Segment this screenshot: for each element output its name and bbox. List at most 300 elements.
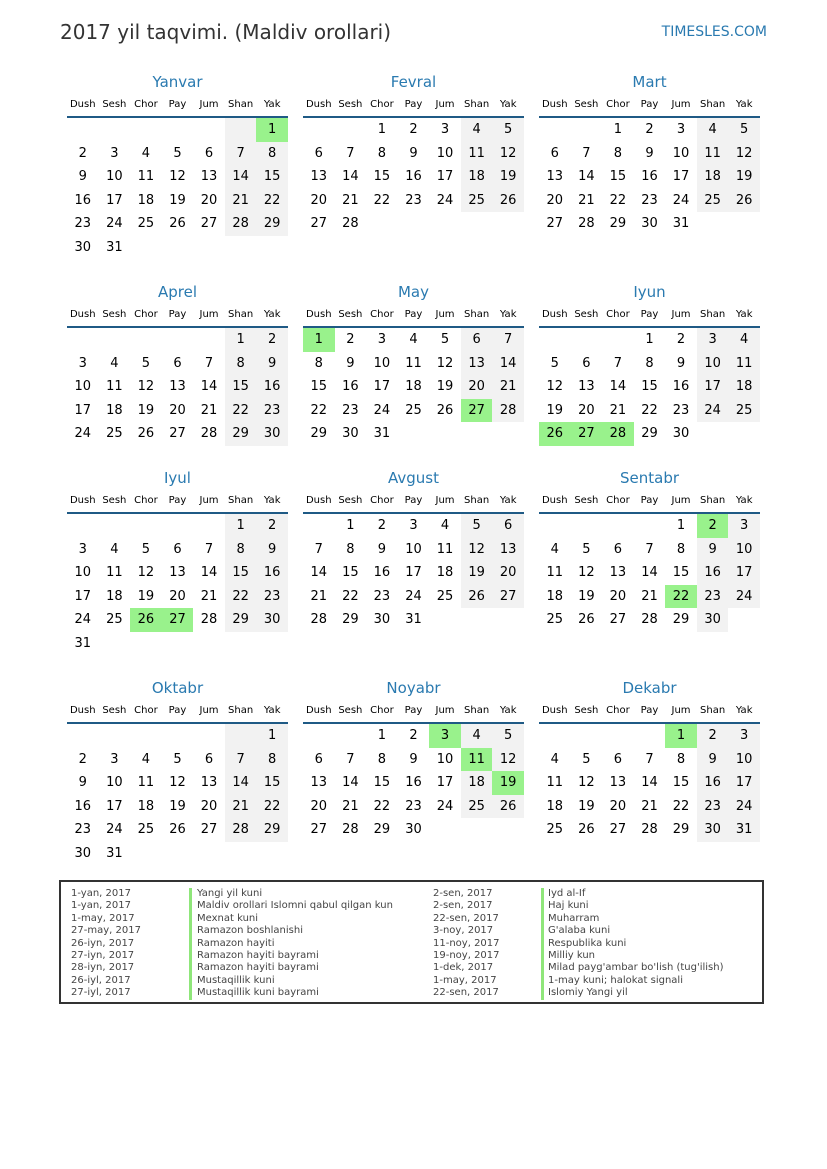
day-cell: 27 bbox=[310, 822, 328, 838]
day-cell: 4 bbox=[550, 541, 559, 557]
day-cell: 1 bbox=[676, 518, 686, 534]
weekday-label: Chor bbox=[134, 704, 158, 716]
day-cell: 11 bbox=[405, 355, 422, 371]
day-cell: 5 bbox=[582, 751, 591, 767]
day-cell: 19 bbox=[728, 165, 760, 189]
day-cell: 8 bbox=[676, 541, 686, 557]
holiday-dates-right bbox=[433, 888, 500, 1000]
day-cell: 31 bbox=[405, 612, 422, 628]
weekday-label: Dush bbox=[69, 98, 96, 110]
day-cell: 20 bbox=[169, 588, 186, 604]
day-cell: 27 bbox=[609, 822, 627, 838]
empty-cell bbox=[492, 818, 524, 842]
empty-cell bbox=[193, 632, 225, 656]
day-cell: 24 bbox=[405, 588, 422, 604]
day-cell: 30 bbox=[256, 422, 288, 446]
empty-cell bbox=[303, 118, 335, 142]
day-cell: 19 bbox=[492, 165, 524, 189]
month-name: Dekabr bbox=[622, 679, 677, 697]
day-cell: 16 bbox=[697, 561, 729, 585]
weekday-label: Jum bbox=[671, 308, 691, 320]
day-cell: 21 bbox=[310, 588, 328, 604]
day-cell: 8 bbox=[225, 352, 257, 376]
weekday-header bbox=[303, 698, 524, 724]
day-cell: 31 bbox=[74, 635, 92, 651]
day-cell: 10 bbox=[672, 145, 690, 161]
empty-cell bbox=[256, 236, 288, 260]
day-cell: 17 bbox=[728, 771, 760, 795]
day-cell: 29 bbox=[609, 216, 627, 232]
day-cell: 15 bbox=[225, 375, 257, 399]
day-cell: 10 bbox=[436, 145, 454, 161]
month-sentabr bbox=[539, 468, 760, 632]
month-name: Sentabr bbox=[619, 469, 680, 487]
day-cell: 21 bbox=[342, 192, 359, 208]
day-cell: 31 bbox=[728, 818, 760, 842]
site-link[interactable]: TIMESLES.COM bbox=[661, 24, 767, 40]
day-cell: 9 bbox=[409, 751, 418, 767]
weekday-label: Dush bbox=[541, 494, 568, 506]
day-cell: 9 bbox=[676, 355, 686, 371]
weekday-label: Shan bbox=[464, 494, 490, 506]
empty-cell bbox=[634, 724, 666, 748]
day-cell: 19 bbox=[169, 798, 186, 814]
day-cell: 6 bbox=[582, 355, 591, 371]
day-cell: 23 bbox=[697, 795, 729, 819]
day-cell: 15 bbox=[310, 379, 328, 395]
day-cell: 16 bbox=[405, 775, 422, 791]
day-cell: 14 bbox=[200, 379, 218, 395]
day-cell: 18 bbox=[461, 771, 493, 795]
day-cell: 8 bbox=[676, 751, 686, 767]
day-cell: 14 bbox=[578, 169, 595, 185]
day-cell: 16 bbox=[405, 169, 422, 185]
day-cell: 7 bbox=[613, 355, 623, 371]
day-cell: 21 bbox=[200, 402, 218, 418]
day-cell: 25 bbox=[546, 612, 564, 628]
day-cell: 16 bbox=[641, 169, 658, 185]
weekday-label: Shan bbox=[464, 704, 490, 716]
empty-cell bbox=[728, 212, 760, 236]
month-name: Iyun bbox=[633, 283, 666, 301]
day-cell: 5 bbox=[461, 514, 493, 538]
holiday-date: 27-iyn, 2017 bbox=[71, 949, 135, 961]
empty-cell bbox=[225, 632, 257, 656]
day-cell: 22 bbox=[225, 399, 257, 423]
weekday-label: Sesh bbox=[338, 308, 363, 320]
day-cell: 19 bbox=[492, 771, 524, 795]
day-cell: 30 bbox=[672, 426, 690, 442]
day-cell: 27 bbox=[200, 822, 218, 838]
day-cell: 1 bbox=[377, 728, 387, 744]
day-cell: 25 bbox=[436, 588, 454, 604]
month-name: Avgust bbox=[388, 469, 439, 487]
day-cell: 18 bbox=[137, 798, 155, 814]
day-cell: 20 bbox=[310, 192, 328, 208]
day-cell: 19 bbox=[578, 588, 595, 604]
day-cell: 5 bbox=[582, 541, 591, 557]
day-cell: 11 bbox=[461, 142, 493, 166]
empty-cell bbox=[303, 514, 335, 538]
empty-cell bbox=[429, 608, 461, 632]
day-cell: 7 bbox=[204, 541, 214, 557]
holiday-date: 1-yan, 2017 bbox=[71, 888, 131, 899]
weekday-label: Sesh bbox=[574, 704, 599, 716]
day-cell: 25 bbox=[106, 426, 123, 442]
day-cell: 24 bbox=[697, 399, 729, 423]
weekday-label: Chor bbox=[370, 494, 394, 506]
day-cell: 10 bbox=[728, 748, 760, 772]
empty-cell bbox=[539, 724, 571, 748]
day-cell: 28 bbox=[602, 422, 634, 446]
weekday-label: Pay bbox=[168, 494, 187, 506]
day-cell: 27 bbox=[310, 216, 328, 232]
weekday-header bbox=[539, 302, 760, 328]
day-cell: 16 bbox=[672, 379, 690, 395]
day-cell: 17 bbox=[106, 798, 123, 814]
weekday-label: Sesh bbox=[102, 704, 127, 716]
day-cell: 10 bbox=[373, 355, 391, 371]
day-grid bbox=[303, 514, 524, 632]
day-cell: 2 bbox=[256, 328, 288, 352]
day-cell: 2 bbox=[697, 514, 729, 538]
day-cell: 30 bbox=[342, 426, 359, 442]
empty-cell bbox=[429, 422, 461, 446]
weekday-label: Jum bbox=[671, 494, 691, 506]
holiday-name: Yangi yil kuni bbox=[197, 888, 263, 899]
weekday-header bbox=[539, 698, 760, 724]
day-cell: 31 bbox=[106, 239, 123, 255]
day-grid bbox=[539, 328, 760, 446]
month-avgust bbox=[303, 468, 524, 632]
day-cell: 14 bbox=[609, 379, 627, 395]
day-grid bbox=[303, 328, 524, 446]
weekday-label: Chor bbox=[370, 704, 394, 716]
day-cell: 29 bbox=[225, 608, 257, 632]
day-cell: 26 bbox=[578, 612, 595, 628]
day-cell: 15 bbox=[373, 775, 391, 791]
day-cell: 25 bbox=[461, 189, 493, 213]
weekday-label: Pay bbox=[404, 308, 423, 320]
day-cell: 15 bbox=[256, 771, 288, 795]
holiday-name: Milliy kun bbox=[548, 949, 595, 961]
weekday-label: Shan bbox=[700, 704, 726, 716]
day-cell: 6 bbox=[204, 751, 214, 767]
empty-cell bbox=[634, 514, 666, 538]
holiday-name: Mustaqillik kuni bayrami bbox=[197, 987, 319, 999]
day-cell: 15 bbox=[672, 565, 690, 581]
day-cell: 4 bbox=[141, 751, 151, 767]
page-title: 2017 yil taqvimi. (Maldiv orollari) bbox=[60, 20, 392, 44]
empty-cell bbox=[130, 724, 162, 748]
day-cell: 11 bbox=[106, 565, 123, 581]
weekday-label: Pay bbox=[640, 704, 659, 716]
empty-cell bbox=[461, 818, 493, 842]
day-cell: 6 bbox=[492, 514, 524, 538]
day-cell: 4 bbox=[461, 724, 493, 748]
day-cell: 5 bbox=[492, 724, 524, 748]
day-cell: 8 bbox=[377, 751, 387, 767]
day-cell: 25 bbox=[405, 402, 422, 418]
day-cell: 4 bbox=[440, 518, 450, 534]
day-cell: 23 bbox=[256, 585, 288, 609]
day-cell: 6 bbox=[173, 355, 182, 371]
empty-cell bbox=[162, 118, 194, 142]
weekday-label: Yak bbox=[735, 308, 753, 320]
day-cell: 10 bbox=[106, 169, 123, 185]
day-cell: 28 bbox=[641, 822, 658, 838]
day-cell: 1 bbox=[256, 118, 288, 142]
day-grid bbox=[539, 118, 760, 236]
day-cell: 23 bbox=[405, 192, 422, 208]
day-cell: 30 bbox=[697, 608, 729, 632]
holiday-names-left bbox=[197, 888, 393, 1000]
day-cell: 26 bbox=[137, 426, 155, 442]
weekday-header bbox=[539, 488, 760, 514]
day-cell: 17 bbox=[436, 775, 454, 791]
day-cell: 30 bbox=[256, 608, 288, 632]
empty-cell bbox=[429, 818, 461, 842]
empty-cell bbox=[99, 514, 131, 538]
empty-cell bbox=[539, 328, 571, 352]
day-cell: 26 bbox=[539, 422, 571, 446]
weekday-label: Shan bbox=[464, 308, 490, 320]
day-cell: 29 bbox=[672, 822, 690, 838]
weekday-label: Shan bbox=[228, 704, 254, 716]
day-cell: 11 bbox=[728, 352, 760, 376]
day-cell: 16 bbox=[74, 192, 92, 208]
day-cell: 24 bbox=[672, 192, 690, 208]
day-cell: 1 bbox=[225, 328, 257, 352]
weekday-label: Pay bbox=[404, 98, 423, 110]
weekday-label: Chor bbox=[134, 494, 158, 506]
day-cell: 21 bbox=[200, 588, 218, 604]
weekday-label: Jum bbox=[199, 308, 219, 320]
day-cell: 25 bbox=[137, 216, 155, 232]
empty-cell bbox=[162, 724, 194, 748]
day-cell: 31 bbox=[106, 845, 123, 861]
day-cell: 1 bbox=[303, 328, 335, 352]
day-cell: 9 bbox=[78, 169, 87, 185]
day-cell: 18 bbox=[405, 379, 422, 395]
day-cell: 3 bbox=[110, 751, 119, 767]
day-cell: 24 bbox=[106, 822, 123, 838]
day-cell: 22 bbox=[373, 798, 391, 814]
day-cell: 5 bbox=[173, 145, 182, 161]
empty-cell bbox=[225, 724, 257, 748]
empty-cell bbox=[539, 118, 571, 142]
day-cell: 21 bbox=[578, 192, 595, 208]
day-cell: 26 bbox=[492, 189, 524, 213]
day-cell: 9 bbox=[256, 352, 288, 376]
day-cell: 23 bbox=[641, 192, 658, 208]
day-cell: 15 bbox=[609, 169, 627, 185]
empty-cell bbox=[130, 328, 162, 352]
day-cell: 17 bbox=[74, 588, 92, 604]
day-cell: 11 bbox=[106, 379, 123, 395]
empty-cell bbox=[539, 514, 571, 538]
empty-cell bbox=[492, 212, 524, 236]
day-cell: 8 bbox=[256, 748, 288, 772]
day-cell: 6 bbox=[613, 541, 623, 557]
day-cell: 3 bbox=[697, 328, 729, 352]
empty-cell bbox=[398, 212, 430, 236]
holiday-date: 11-noy, 2017 bbox=[433, 937, 500, 949]
day-cell: 23 bbox=[672, 402, 690, 418]
day-cell: 11 bbox=[546, 565, 564, 581]
day-cell: 1 bbox=[377, 122, 387, 138]
weekday-label: Shan bbox=[228, 308, 254, 320]
weekday-label: Dush bbox=[541, 704, 568, 716]
day-cell: 15 bbox=[641, 379, 658, 395]
day-cell: 4 bbox=[461, 118, 493, 142]
day-cell: 3 bbox=[429, 724, 461, 748]
day-cell: 24 bbox=[728, 795, 760, 819]
day-cell: 9 bbox=[78, 775, 87, 791]
day-grid bbox=[303, 724, 524, 842]
day-cell: 7 bbox=[645, 541, 654, 557]
holiday-name: Respublika kuni bbox=[548, 937, 627, 949]
day-cell: 12 bbox=[728, 142, 760, 166]
day-cell: 2 bbox=[697, 724, 729, 748]
day-cell: 22 bbox=[672, 798, 690, 814]
empty-cell bbox=[398, 422, 430, 446]
day-cell: 20 bbox=[461, 375, 493, 399]
day-cell: 9 bbox=[256, 538, 288, 562]
day-cell: 14 bbox=[225, 771, 257, 795]
day-cell: 29 bbox=[256, 818, 288, 842]
holiday-name: Muharram bbox=[548, 912, 600, 924]
day-cell: 18 bbox=[436, 565, 454, 581]
day-cell: 8 bbox=[225, 538, 257, 562]
weekday-label: Sesh bbox=[102, 98, 127, 110]
day-cell: 16 bbox=[697, 771, 729, 795]
weekday-label: Yak bbox=[735, 98, 753, 110]
day-cell: 4 bbox=[110, 355, 119, 371]
weekday-label: Yak bbox=[263, 494, 281, 506]
day-cell: 30 bbox=[74, 239, 92, 255]
day-cell: 23 bbox=[405, 798, 422, 814]
weekday-header bbox=[539, 92, 760, 118]
weekday-label: Chor bbox=[606, 308, 630, 320]
weekday-label: Chor bbox=[370, 98, 394, 110]
empty-cell bbox=[571, 118, 603, 142]
day-cell: 10 bbox=[74, 565, 92, 581]
holiday-name: Mexnat kuni bbox=[197, 912, 259, 924]
holiday-name: Mustaqillik kuni bbox=[197, 974, 275, 986]
holiday-name: Ramazon hayiti bbox=[197, 937, 275, 949]
empty-cell bbox=[99, 328, 131, 352]
day-cell: 10 bbox=[728, 538, 760, 562]
day-cell: 18 bbox=[106, 588, 123, 604]
month-aprel bbox=[67, 282, 288, 446]
day-cell: 7 bbox=[582, 145, 591, 161]
month-name: Fevral bbox=[390, 73, 437, 91]
day-cell: 27 bbox=[200, 216, 218, 232]
day-cell: 19 bbox=[137, 588, 155, 604]
weekday-label: Yak bbox=[735, 704, 753, 716]
weekday-label: Sesh bbox=[574, 98, 599, 110]
day-grid bbox=[539, 724, 760, 842]
day-cell: 9 bbox=[346, 355, 355, 371]
weekday-label: Pay bbox=[168, 98, 187, 110]
holiday-name: Haj kuni bbox=[548, 900, 589, 912]
day-cell: 26 bbox=[130, 608, 162, 632]
day-cell: 18 bbox=[546, 588, 564, 604]
day-cell: 2 bbox=[676, 332, 686, 348]
day-cell: 20 bbox=[200, 798, 218, 814]
empty-cell bbox=[193, 514, 225, 538]
weekday-label: Sesh bbox=[102, 494, 127, 506]
day-cell: 3 bbox=[377, 332, 387, 348]
weekday-label: Pay bbox=[168, 308, 187, 320]
day-cell: 7 bbox=[314, 541, 323, 557]
weekday-label: Pay bbox=[640, 98, 659, 110]
day-cell: 12 bbox=[436, 355, 454, 371]
month-name: Yanvar bbox=[152, 73, 203, 91]
month-name: Mart bbox=[632, 73, 667, 91]
holiday-dates-left bbox=[71, 888, 141, 1000]
day-cell: 12 bbox=[137, 565, 155, 581]
holiday-date: 19-noy, 2017 bbox=[433, 949, 500, 961]
empty-cell bbox=[99, 724, 131, 748]
day-cell: 13 bbox=[169, 379, 186, 395]
weekday-label: Jum bbox=[199, 704, 219, 716]
day-cell: 30 bbox=[405, 822, 422, 838]
holiday-date: 1-yan, 2017 bbox=[71, 900, 131, 912]
day-cell: 27 bbox=[461, 399, 493, 423]
day-cell: 29 bbox=[672, 612, 690, 628]
day-cell: 14 bbox=[310, 565, 328, 581]
empty-cell bbox=[697, 212, 729, 236]
day-cell: 18 bbox=[106, 402, 123, 418]
day-cell: 10 bbox=[106, 775, 123, 791]
day-cell: 28 bbox=[225, 818, 257, 842]
empty-cell bbox=[67, 724, 99, 748]
empty-cell bbox=[193, 842, 225, 866]
month-iyul bbox=[67, 468, 288, 655]
day-cell: 24 bbox=[373, 402, 391, 418]
day-cell: 26 bbox=[436, 402, 454, 418]
weekday-header bbox=[303, 488, 524, 514]
empty-cell bbox=[99, 118, 131, 142]
day-cell: 13 bbox=[492, 538, 524, 562]
weekday-header bbox=[67, 302, 288, 328]
day-cell: 11 bbox=[697, 142, 729, 166]
day-cell: 10 bbox=[405, 541, 422, 557]
day-cell: 25 bbox=[106, 612, 123, 628]
holiday-legend bbox=[59, 880, 764, 1004]
day-cell: 22 bbox=[256, 189, 288, 213]
day-cell: 16 bbox=[342, 379, 359, 395]
day-cell: 22 bbox=[373, 192, 391, 208]
day-cell: 17 bbox=[405, 565, 422, 581]
day-cell: 26 bbox=[461, 585, 493, 609]
day-cell: 25 bbox=[461, 795, 493, 819]
day-cell: 3 bbox=[110, 145, 119, 161]
weekday-label: Chor bbox=[134, 308, 158, 320]
weekday-label: Sesh bbox=[338, 98, 363, 110]
day-cell: 12 bbox=[492, 142, 524, 166]
holiday-name: Iyd al-If bbox=[548, 888, 586, 899]
month-iyun bbox=[539, 282, 760, 446]
month-noyabr bbox=[303, 678, 524, 842]
day-cell: 20 bbox=[310, 798, 328, 814]
day-cell: 7 bbox=[225, 748, 257, 772]
empty-cell bbox=[335, 724, 367, 748]
day-cell: 26 bbox=[169, 822, 186, 838]
day-cell: 22 bbox=[256, 795, 288, 819]
